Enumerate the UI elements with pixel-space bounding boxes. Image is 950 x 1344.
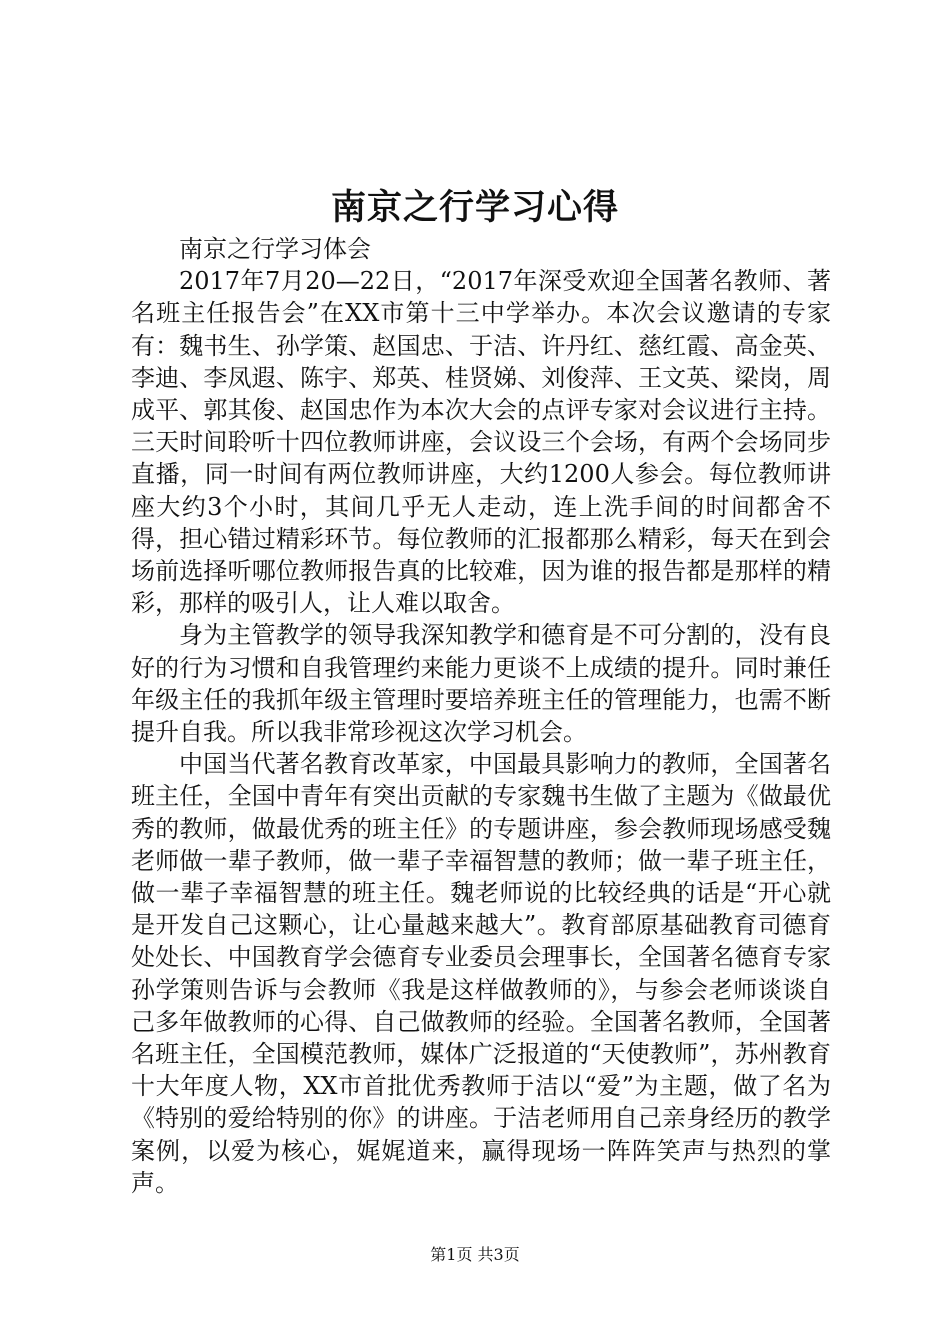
subtitle-paragraph: 南京之行学习体会: [179, 235, 371, 263]
body-paragraph: 身为主管教学的领导我深知教学和德育是不可分割的，没有良好的行为习惯和自我管理约来能力更谈不上成绩的提升。同时兼任年级主任的我抓年级主管理时要培养班主任的管理能力，也需不断提升自我。所以我非常珍视这次学习机会。: [131, 621, 831, 747]
body-paragraph: 2017年7月20—22日，“2017年深受欢迎全国著名教师、著名班主任报告会”在XX市第十三中学举办。本次会议邀请的专家有：魏书生、孙学策、赵国忠、于洁、许丹红、慈红霞、高金英、李迪、李凤遐、陈宇、郑英、桂贤娣、刘俊萍、王文英、梁岗，周成平、郭其俊、赵国忠作为本次大会的点评专家对会议进行主持。三天时间聆听十四位教师讲座，会议设三个会场，有两个会场同步直播，同一时间有两位教师讲座，大约1200人参会。每位教师讲座大约3个小时，其间几乎无人走动，连上洗手间的时间都舍不得，担心错过精彩环节。每位教师的汇报都那么精彩，每天在到会场前选择听哪位教师报告真的比较难，因为谁的报告都是那样的精彩，那样的吸引人，让人难以取舍。: [131, 267, 831, 618]
document-body: [131, 233, 831, 1199]
document-title: 南京之行学习心得: [330, 187, 619, 228]
body-paragraph: 中国当代著名教育改革家，中国最具影响力的教师，全国著名班主任，全国中青年有突出贡献的专家魏书生做了主题为《做最优秀的教师，做最优秀的班主任》的专题讲座，参会教师现场感受魏老师做一辈子教师，做一辈子幸福智慧的教师；做一辈子班主任，做一辈子幸福智慧的班主任。魏老师说的比较经典的话是“开心就是开发自己这颗心，让心量越来越大”。教育部原基础教育司德育处处长、中国教育学会德育专业委员会理事长，全国著名德育专家孙学策则告诉与会教师《我是这样做教师的》，与参会老师谈谈自己多年做教师的心得、自己做教师的经验。全国著名教师，全国著名班主任，全国模范教师，媒体广泛报道的“天使教师”，苏州教育十大年度人物，XX市首批优秀教师于洁以“爱”为主题，做了名为《特别的爱给特别的你》的讲座。于洁老师用自己亲身经历的教学案例，以爱为核心，娓娓道来，赢得现场一阵阵笑声与热烈的掌声。: [131, 750, 831, 1197]
page-footer: 第1页 共3页: [430, 1245, 520, 1264]
